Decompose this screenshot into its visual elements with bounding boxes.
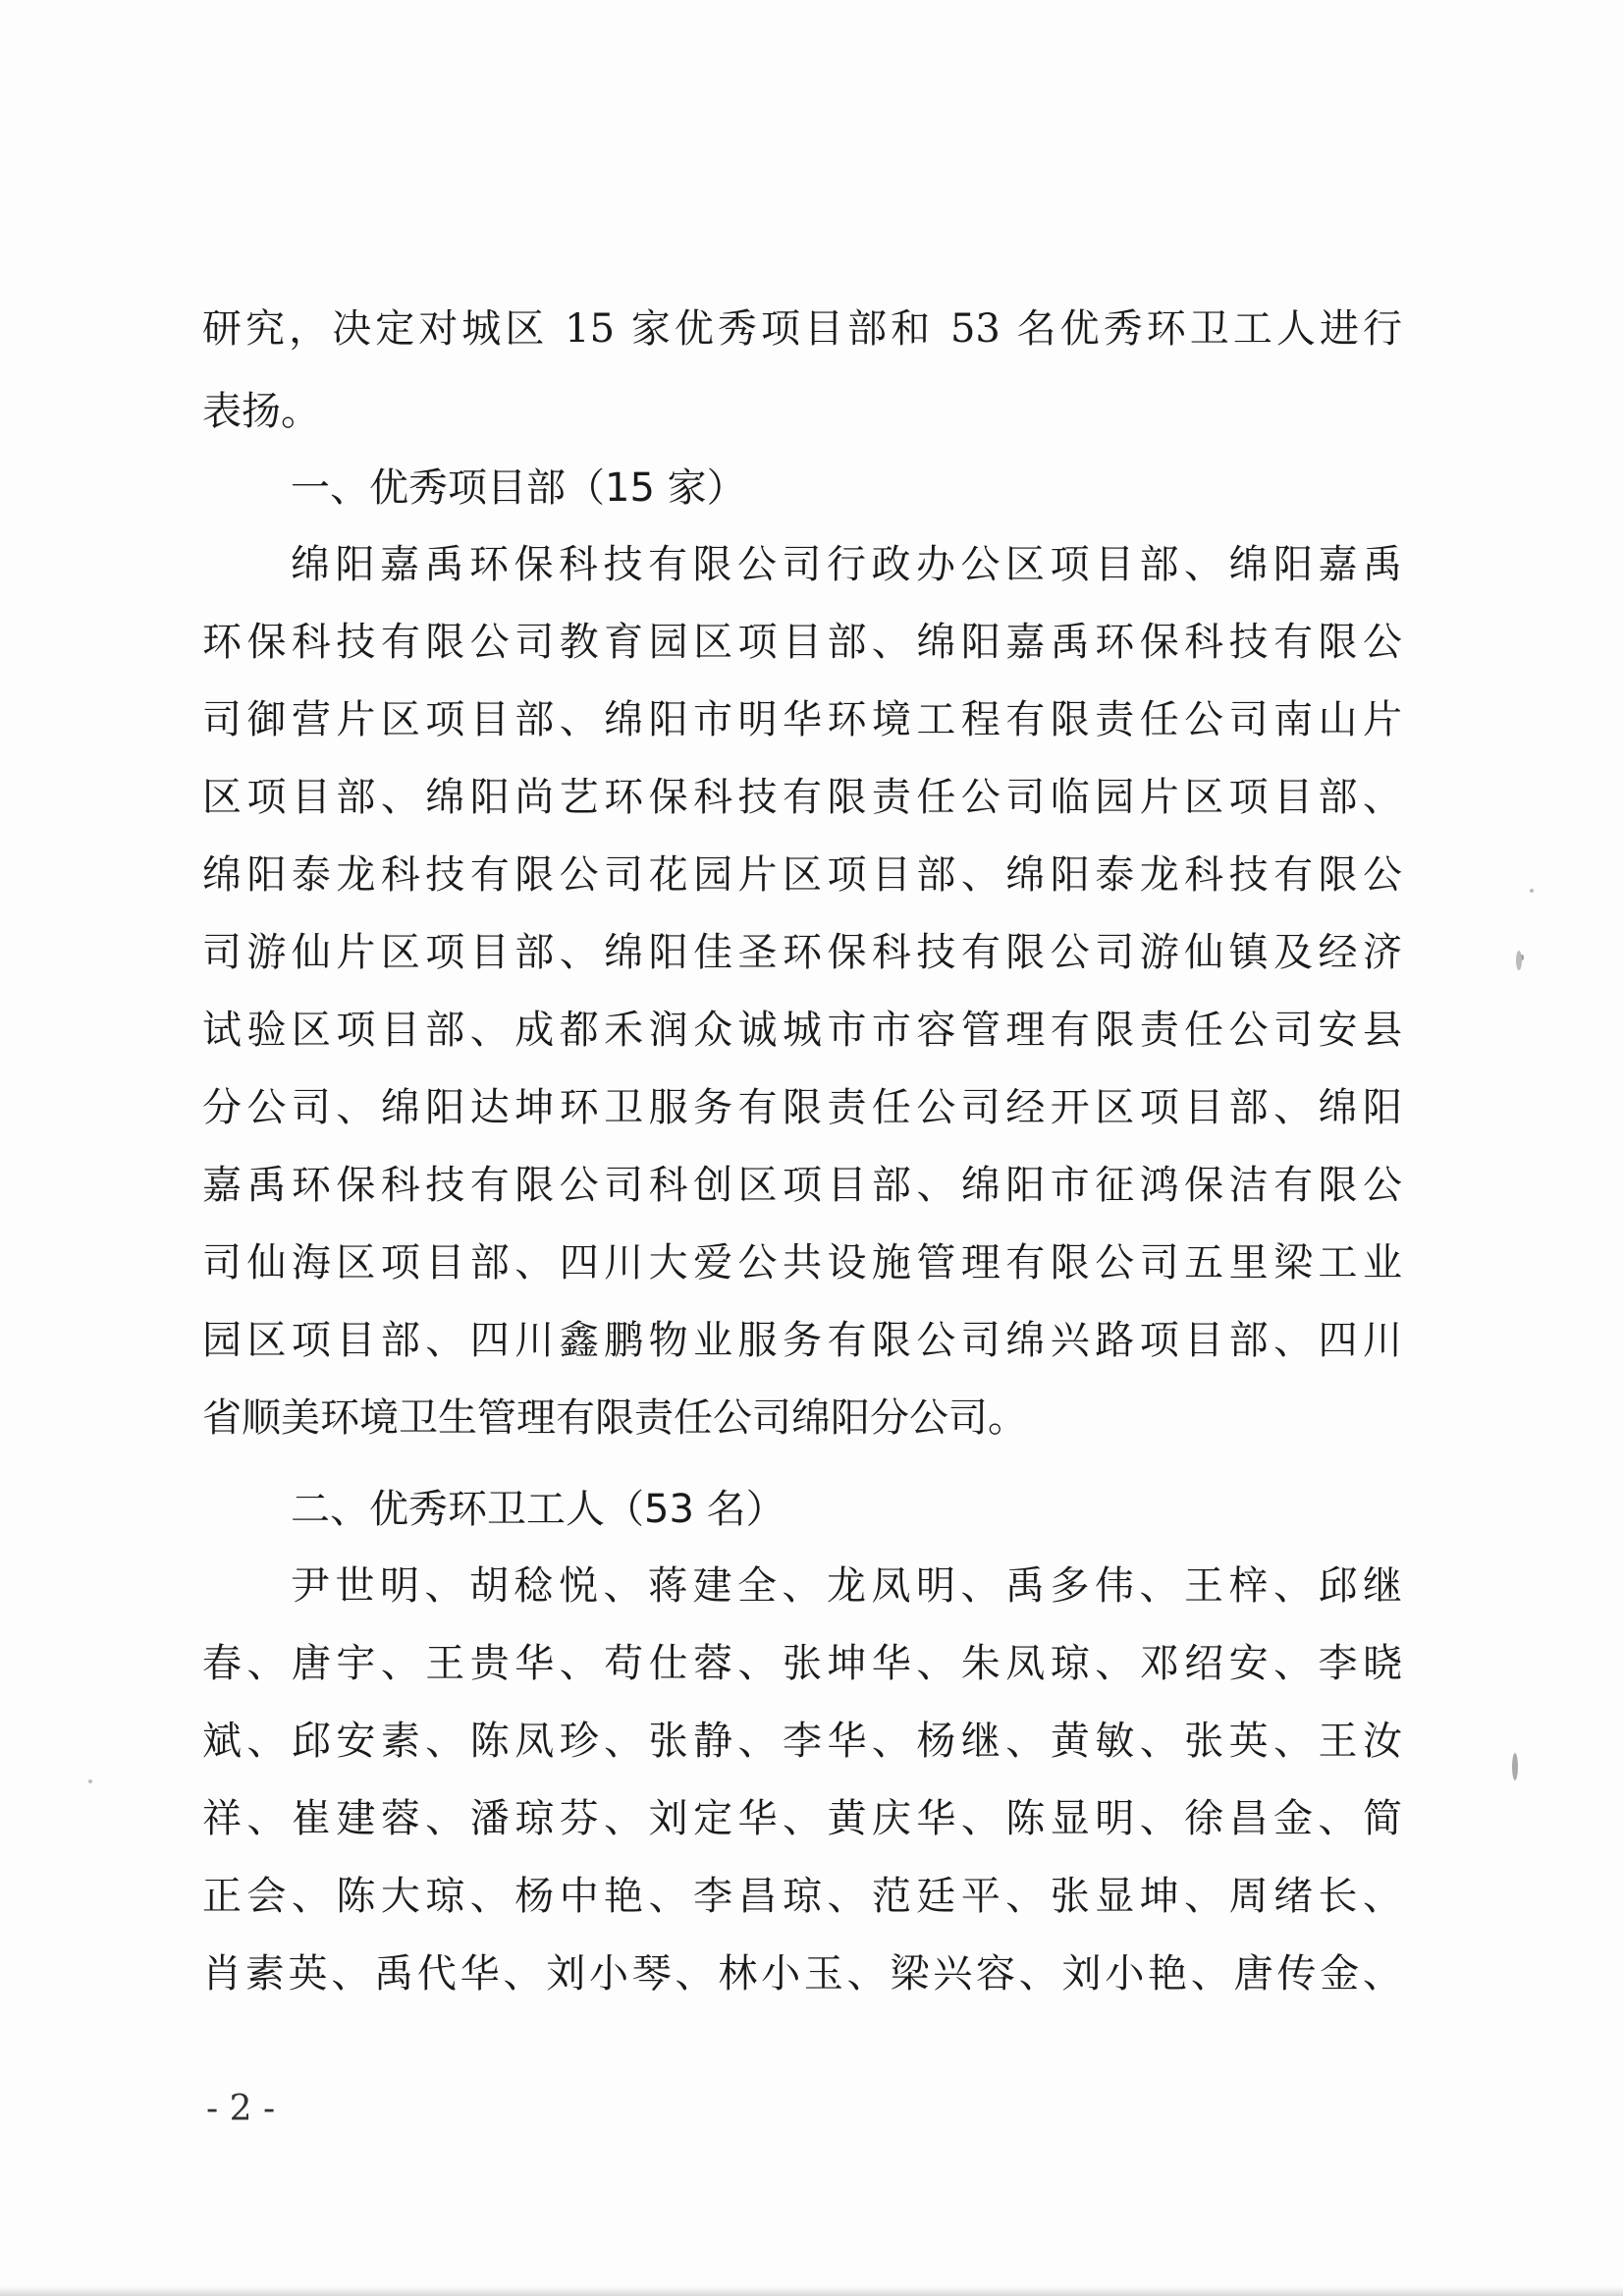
paragraph-line: 区项目部、绵阳尚艺环保科技有限责任公司临园片区项目部、	[202, 775, 1402, 820]
paragraph-line: 肖素英、禹代华、刘小琴、林小玉、梁兴容、刘小艳、唐传金、	[202, 1951, 1402, 1996]
intro-line: 研究，决定对城区 15 家优秀项目部和 53 名优秀环卫工人进行	[202, 306, 1402, 352]
scan-speck	[1516, 951, 1522, 970]
paragraph-line: 绵阳嘉禹环保科技有限公司行政办公区项目部、绵阳嘉禹	[291, 542, 1402, 587]
paragraph-line: 斌、邱安素、陈凤珍、张静、李华、杨继、黄敏、张英、王汝	[202, 1719, 1402, 1764]
paragraph-line: 正会、陈大琼、杨中艳、李昌琼、范廷平、张显坤、周绪长、	[202, 1874, 1402, 1919]
paragraph-line: 司仙海区项目部、四川大爱公共设施管理有限公司五里梁工业	[202, 1240, 1402, 1285]
paragraph-line: 尹世明、胡稔悦、蒋建全、龙凤明、禹多伟、王梓、邱继	[291, 1563, 1402, 1609]
section-heading-projects: 一、优秀项目部（15 家）	[291, 465, 746, 511]
paragraph-line: 环保科技有限公司教育园区项目部、绵阳嘉禹环保科技有限公	[202, 620, 1402, 665]
paragraph-line: 试验区项目部、成都禾润众诚城市市容管理有限责任公司安县	[202, 1008, 1402, 1053]
paragraph-line: 祥、崔建蓉、潘琼芬、刘定华、黄庆华、陈显明、徐昌金、简	[202, 1796, 1402, 1841]
paragraph-line: 绵阳泰龙科技有限公司花园片区项目部、绵阳泰龙科技有限公	[202, 852, 1402, 898]
paragraph-line: 省顺美环境卫生管理有限责任公司绵阳分公司。	[202, 1395, 1027, 1441]
paragraph-line: 嘉禹环保科技有限公司科创区项目部、绵阳市征鸿保洁有限公	[202, 1163, 1402, 1208]
paragraph-line: 春、唐宇、王贵华、苟仕蓉、张坤华、朱凤琼、邓绍安、李晓	[202, 1641, 1402, 1686]
intro-line: 表扬。	[202, 389, 320, 434]
paragraph-line: 司游仙片区项目部、绵阳佳圣环保科技有限公司游仙镇及经济	[202, 930, 1402, 975]
scan-edge	[0, 2286, 1623, 2296]
paragraph-line: 分公司、绵阳达坤环卫服务有限责任公司经开区项目部、绵阳	[202, 1085, 1402, 1130]
page-number: - 2 -	[206, 2089, 276, 2129]
paragraph-line: 园区项目部、四川鑫鹏物业服务有限公司绵兴路项目部、四川	[202, 1318, 1402, 1363]
scan-speck	[1530, 889, 1534, 893]
scan-speck	[1512, 1753, 1518, 1780]
scan-speck	[88, 1779, 92, 1783]
paragraph-line: 司御营片区项目部、绵阳市明华环境工程有限责任公司南山片	[202, 697, 1402, 742]
section-heading-workers: 二、优秀环卫工人（53 名）	[291, 1487, 785, 1532]
